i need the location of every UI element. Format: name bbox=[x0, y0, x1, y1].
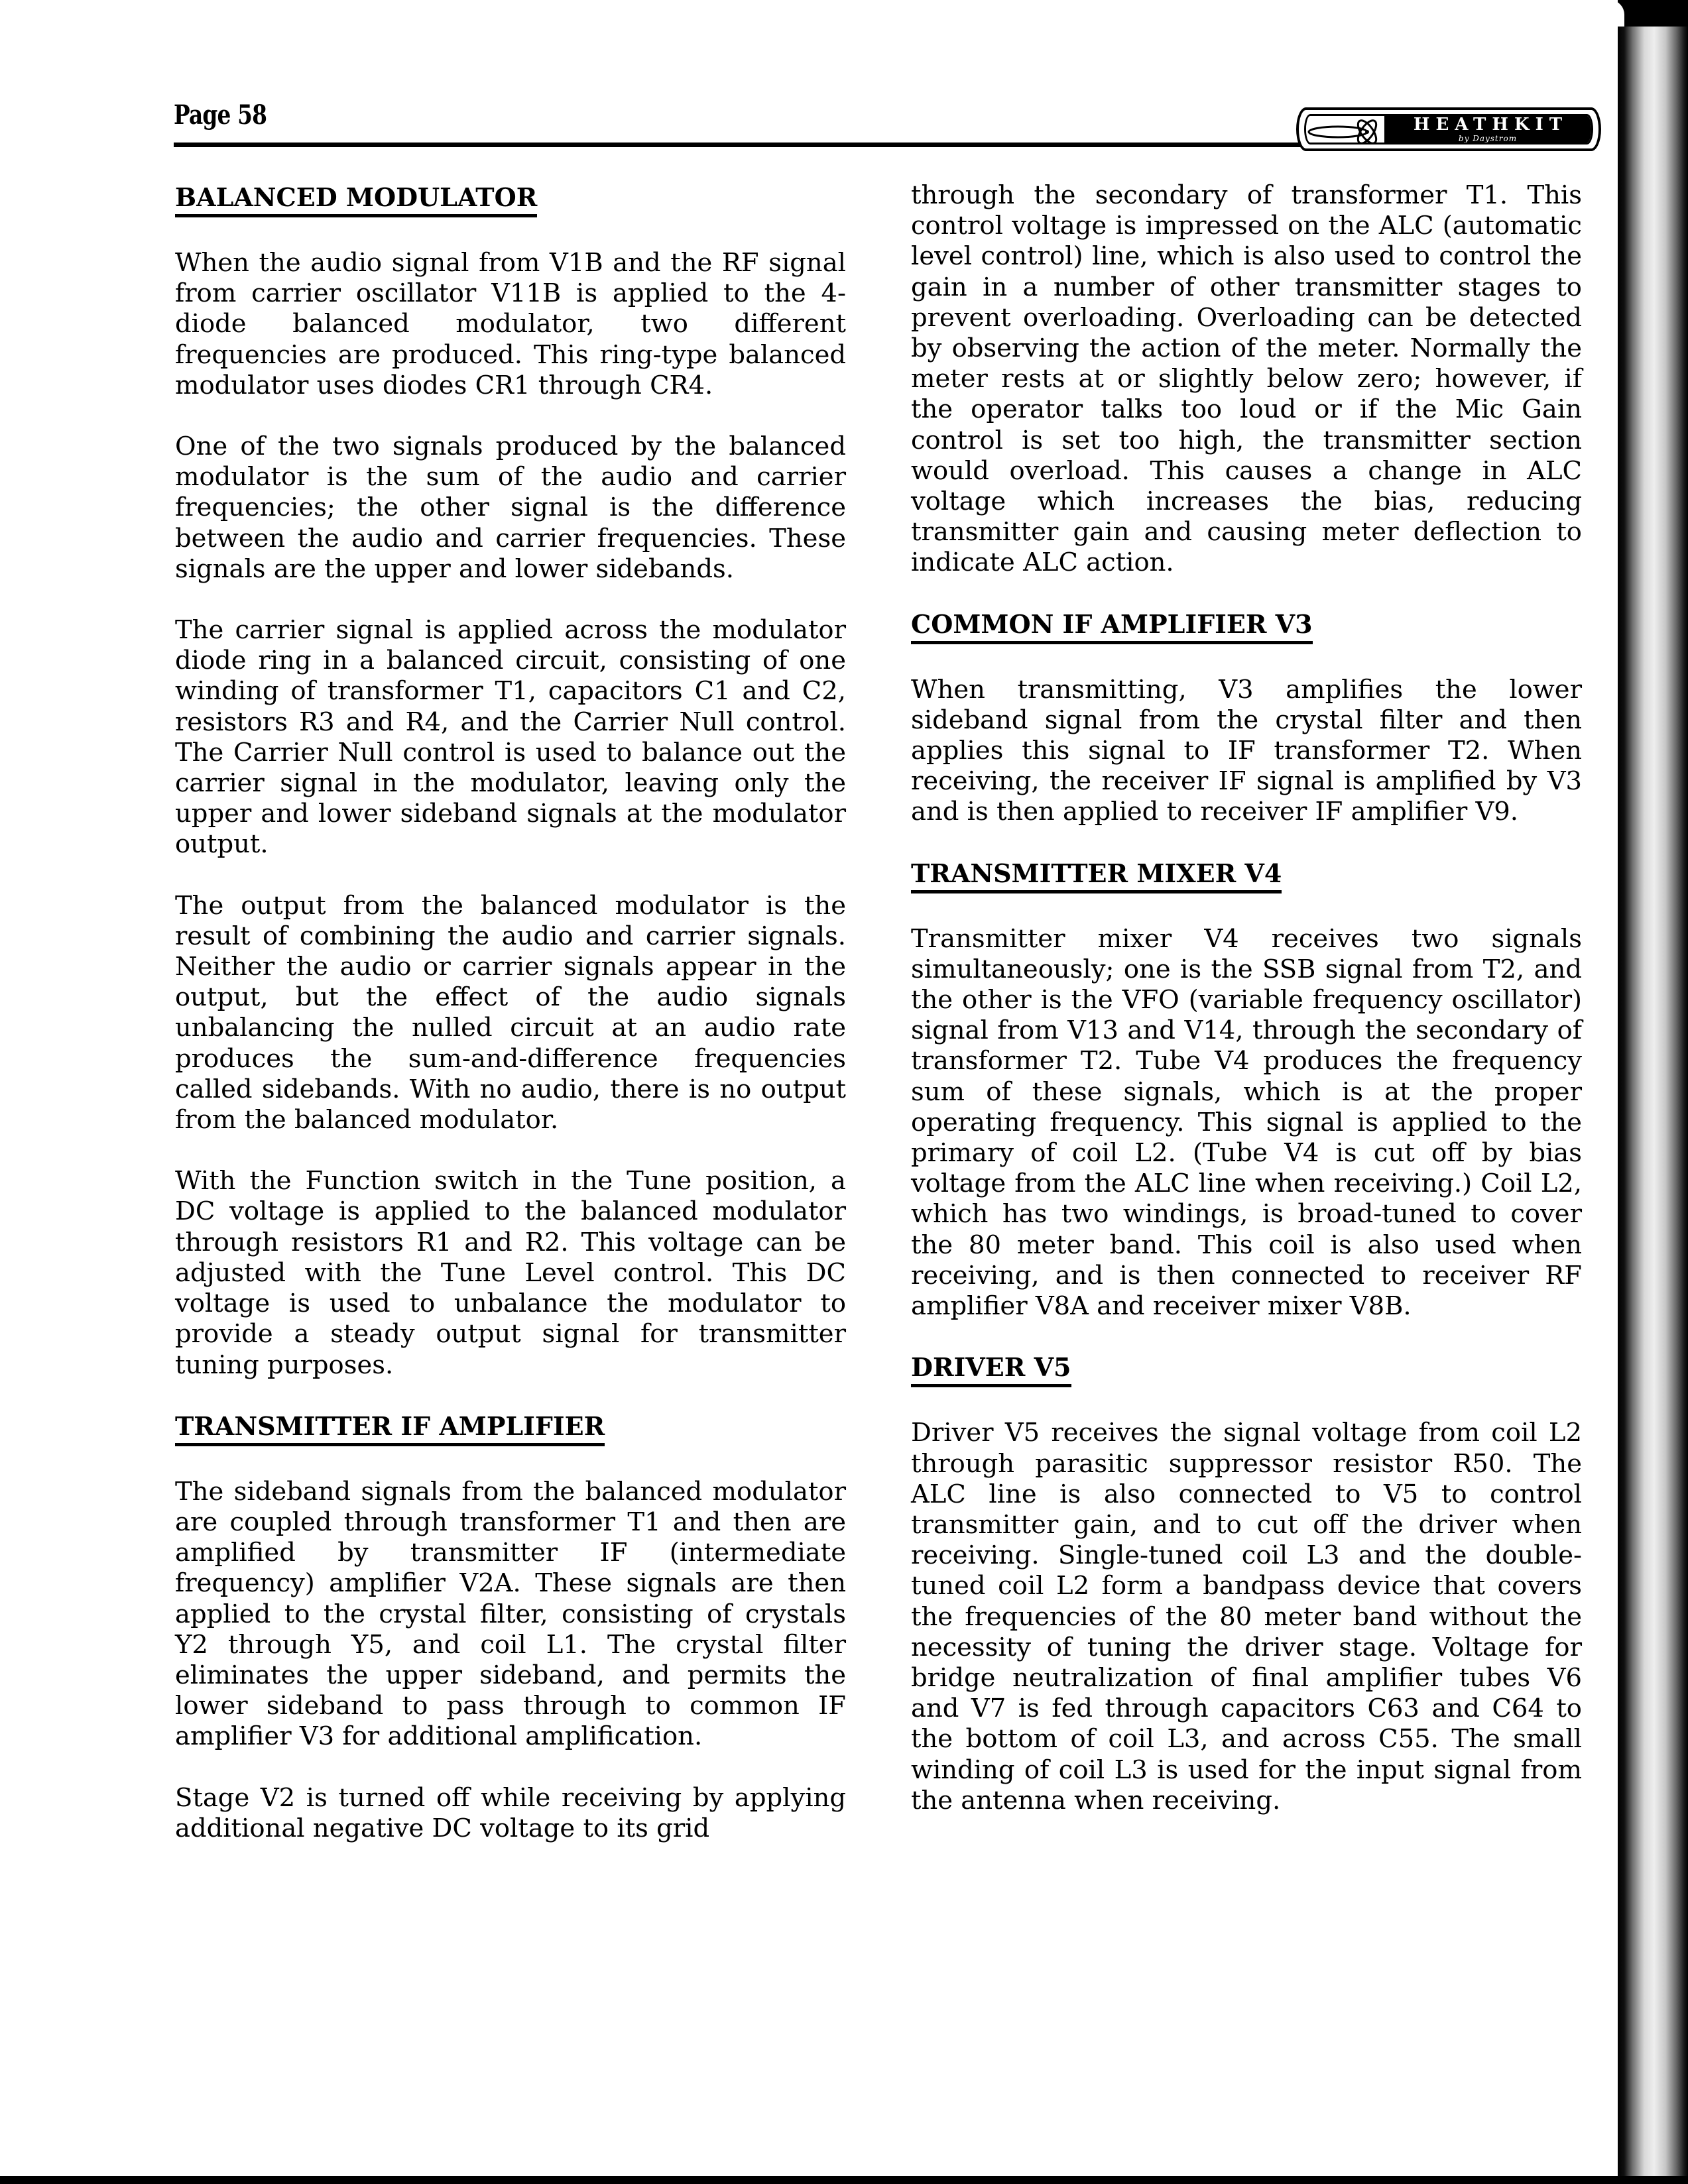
paragraph: When the audio signal from V1B and the RF signal from carrier oscillator V11B is applied to the 4-diode balanced modulator, two different frequencies are produced. This ring-type balanced modulator uses diodes CR1 through CR4. bbox=[175, 248, 846, 400]
paragraph: The output from the balanced modulator is the result of combining the audio and carrier signals. Neither the audio or carrier signals appear in the output, but the effect of the audio signals unbalancing the nulled circuit at an audio rate produces the sum-and-difference frequencies called sidebands. With no audio, there is no output from the balanced modulator. bbox=[175, 890, 846, 1135]
paragraph: Driver V5 receives the signal voltage from coil L2 through parasitic suppressor resistor R50. The ALC line is also connected to V5 to control transmitter gain, and to cut off the driver when receiving. Single-tuned coil L3 and the double-tuned coil L2 form a bandpass device that covers the frequencies of the 80 meter band without the necessity of tuning the driver stage. Voltage for bridge neutralization of final amplifier tubes V6 and V7 is fed through capacitors C63 and C64 to the bottom of coil L3, and across C55. The small winding of coil L3 is used for the input signal from the antenna when receiving. bbox=[911, 1418, 1582, 1815]
paragraph: The sideband signals from the balanced modulator are coupled through transformer T1 and then are amplified by transmitter IF (intermediate frequency) amplifier V2A. These signals are then applied to the crystal filter, consisting of crystals Y2 through Y5, and coil L1. The crystal filter eliminates the upper sideband, and permits the lower sideband to pass through to common IF amplifier V3 for additional amplification. bbox=[175, 1476, 846, 1752]
section-heading: TRANSMITTER MIXER V4 bbox=[911, 858, 1282, 893]
section-heading: BALANCED MODULATOR bbox=[175, 182, 537, 217]
header-rule bbox=[174, 143, 1314, 147]
right-column bbox=[911, 180, 1582, 1816]
section-heading: DRIVER V5 bbox=[911, 1352, 1071, 1387]
paragraph: With the Function switch in the Tune position, a DC voltage is applied to the balanced modulator through resistors R1 and R2. This voltage can be adjusted with the Tune Level control. This DC voltage is used to unbalance the modulator to provide a steady output signal for transmitter tuning purposes. bbox=[175, 1166, 846, 1380]
paragraph: Stage V2 is turned off while receiving by applying additional negative DC voltage to its grid bbox=[175, 1782, 846, 1843]
scan-binding-shadow bbox=[1618, 0, 1688, 2184]
heathkit-logo bbox=[1296, 107, 1601, 151]
left-column bbox=[175, 182, 846, 1844]
paragraph: Transmitter mixer V4 receives two signals simultaneously; one is the SSB signal from T2, and the other is the VFO (variable frequency oscillator) signal from V13 and V14, through the secondary of transformer T2. Tube V4 produces the frequency sum of these signals, which is at the proper operating frequency. This signal is applied to the primary of coil L2. (Tube V4 is cut off by bias voltage from the ALC line when receiving.) Coil L2, which has two windings, is broad-tuned to cover the 80 meter band. This coil is also used when receiving, and is then connected to receiver RF amplifier V8A and receiver mixer V8B. bbox=[911, 923, 1582, 1322]
paragraph-continuation: through the secondary of transformer T1. This control voltage is impressed on the ALC (automatic level control) line, which is also used to control the gain in a number of other transmitter stages to prevent overloading. Overloading can be detected by observing the action of the meter. Normally the meter rests at or slightly below zero; however, if the operator talks too loud or if the Mic Gain control is set too high, the transmitter section would overload. This causes a change in ALC voltage which increases the bias, reducing transmitter gain and causing meter deflection to indicate ALC action. bbox=[911, 180, 1582, 578]
logo-subtitle: by Daystrom bbox=[1458, 134, 1518, 143]
paragraph: One of the two signals produced by the balanced modulator is the sum of the audio and carrier frequencies; the other signal is the difference between the audio and carrier frequencies. These signals are the upper and lower sidebands. bbox=[175, 431, 846, 584]
scan-edge-bottom bbox=[0, 2176, 1688, 2184]
logo-brand: HEATHKIT bbox=[1413, 115, 1569, 135]
atom-icon bbox=[1306, 116, 1384, 143]
paragraph: The carrier signal is applied across the modulator diode ring in a balanced circuit, consisting of one winding of transformer T1, capacitors C1 and C2, resistors R3 and R4, and the Carrier Null control. The Carrier Null control is used to balance out the carrier signal in the modulator, leaving only the upper and lower sideband signals at the modulator output. bbox=[175, 615, 846, 860]
scan-edge-top bbox=[1618, 0, 1688, 27]
section-heading: TRANSMITTER IF AMPLIFIER bbox=[175, 1411, 605, 1446]
page-corner bbox=[1598, 0, 1624, 27]
paragraph: When transmitting, V3 amplifies the lower sideband signal from the crystal filter and then applies this signal to IF transformer T2. When receiving, the receiver IF signal is amplified by V3 and is then applied to receiver IF amplifier V9. bbox=[911, 674, 1582, 827]
page-number: Page 58 bbox=[174, 99, 267, 131]
section-heading: COMMON IF AMPLIFIER V3 bbox=[911, 609, 1313, 644]
